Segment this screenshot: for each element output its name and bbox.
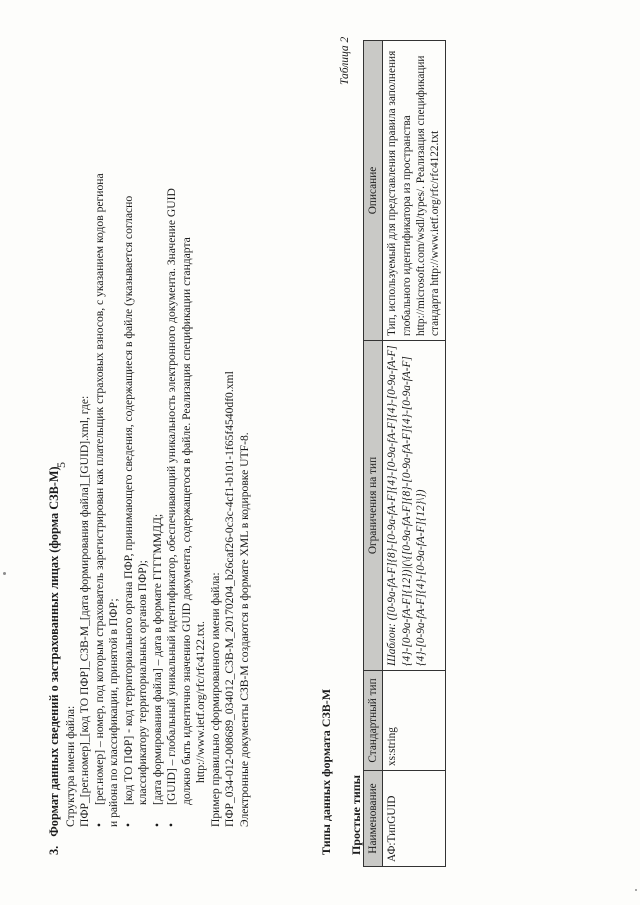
bullet-marker: • bbox=[121, 822, 135, 827]
example-file-name: ПФР_034-012-008689_034012_СЗВ-М_20170204_b26caf26-0c3c-4cf1-b101-1f65f4540df0.xml bbox=[223, 371, 237, 827]
bullet-marker: • bbox=[150, 822, 164, 827]
table-caption: Таблица 2 bbox=[339, 36, 351, 85]
simple-types-table bbox=[363, 40, 446, 867]
bullet-marker: • bbox=[165, 822, 179, 827]
description-cell: Тип, используемый для представления правила заполнения глобального идентификатора из пространства http://microsoft.com/wsdl/types/. Реализация спецификации стандарта http://www.ietf.org/rfc/rfc4122.txt bbox=[383, 41, 445, 341]
section-title: Формат данных сведений о застрахованных лицах (форма СЗВ-М) bbox=[47, 466, 61, 837]
bullet-reg-number bbox=[93, 47, 122, 827]
bullet-guid bbox=[165, 47, 208, 827]
base-type-cell: xs:string bbox=[383, 671, 445, 771]
bullet-line: http://www.ietf.org/rfc/rfc4122.txt. bbox=[194, 621, 208, 783]
bullet-line: [GUID] – глобальный уникальный идентификатор, обеспечивающий уникальность электронного документа. Значение GUID bbox=[165, 188, 179, 805]
section-heading bbox=[47, 466, 62, 855]
file-name-description bbox=[64, 47, 252, 827]
section-number: 3. bbox=[47, 845, 61, 855]
bullet-to-pfr-code bbox=[122, 47, 151, 827]
column-header: Стандартный тип bbox=[364, 671, 383, 771]
structure-line: ПФР_[рег.номер]_[код ТО ПФР]_СЗВ-М_[дата формирования файла]_[GUID].xml, где: bbox=[78, 395, 92, 827]
encoding-note: Электронные документы СЗВ-М создаются в формате XML в кодировке UTF-8. bbox=[237, 432, 251, 827]
bullet-line: классификатору территориальных органов ПФР); bbox=[136, 560, 150, 805]
scan-speck bbox=[3, 572, 6, 575]
bullet-line: [рег.номер] – номер, под которым страхователь зарегистрирован как плательщик страховых взносов, с указанием кодов региона bbox=[92, 173, 106, 805]
table-header-row bbox=[364, 41, 383, 867]
example-label: Пример правильно сформированного имени файла: bbox=[208, 572, 222, 827]
page-number: 5 bbox=[54, 462, 68, 468]
scan-speck bbox=[635, 889, 637, 891]
type-name-cell: АФ:ТипGUID bbox=[383, 771, 445, 867]
simple-types-heading: Простые типы bbox=[349, 774, 363, 855]
bullet-marker: • bbox=[92, 822, 106, 827]
bullet-line: [дата формирования файла] – дата в формате ГГГГММДД; bbox=[150, 513, 164, 805]
bullet-line: должно быть идентично значению GUID документа, содержащегося в файле. Реализация спецификации стандарта bbox=[179, 237, 193, 805]
bullet-line: [код ТО ПФР] - код территориального органа ПФР, принимающего сведения, содержащиеся в файле (указывается согласно bbox=[121, 195, 135, 805]
column-header: Наименование bbox=[364, 771, 383, 867]
types-heading: Типы данных формата СЗВ-М bbox=[319, 688, 333, 855]
restriction-cell: Шаблон: ([0-9a-fA-F]{8}-[0-9a-fA-F]{4}-[0-9a-fA-F]{4}-[0-9a-fA-F]{4}-[0-9a-fA-F]{12})|(\{[0-9a-fA-F]{8}-[0-9a-fA-F]{4}-[0-9a-fA-F]{4}-[0-9a-fA-F]{4}-[0-9a-fA-F]{12}\}) bbox=[383, 341, 445, 671]
table-row bbox=[383, 41, 445, 867]
bullet-file-date bbox=[151, 47, 165, 827]
column-header: Ограничения на тип bbox=[364, 341, 383, 671]
column-header: Описание bbox=[364, 41, 383, 341]
structure-label: Структура имени файла: bbox=[64, 705, 77, 827]
bullet-line: и района по классификации, принятой в ПФР; bbox=[107, 598, 121, 827]
